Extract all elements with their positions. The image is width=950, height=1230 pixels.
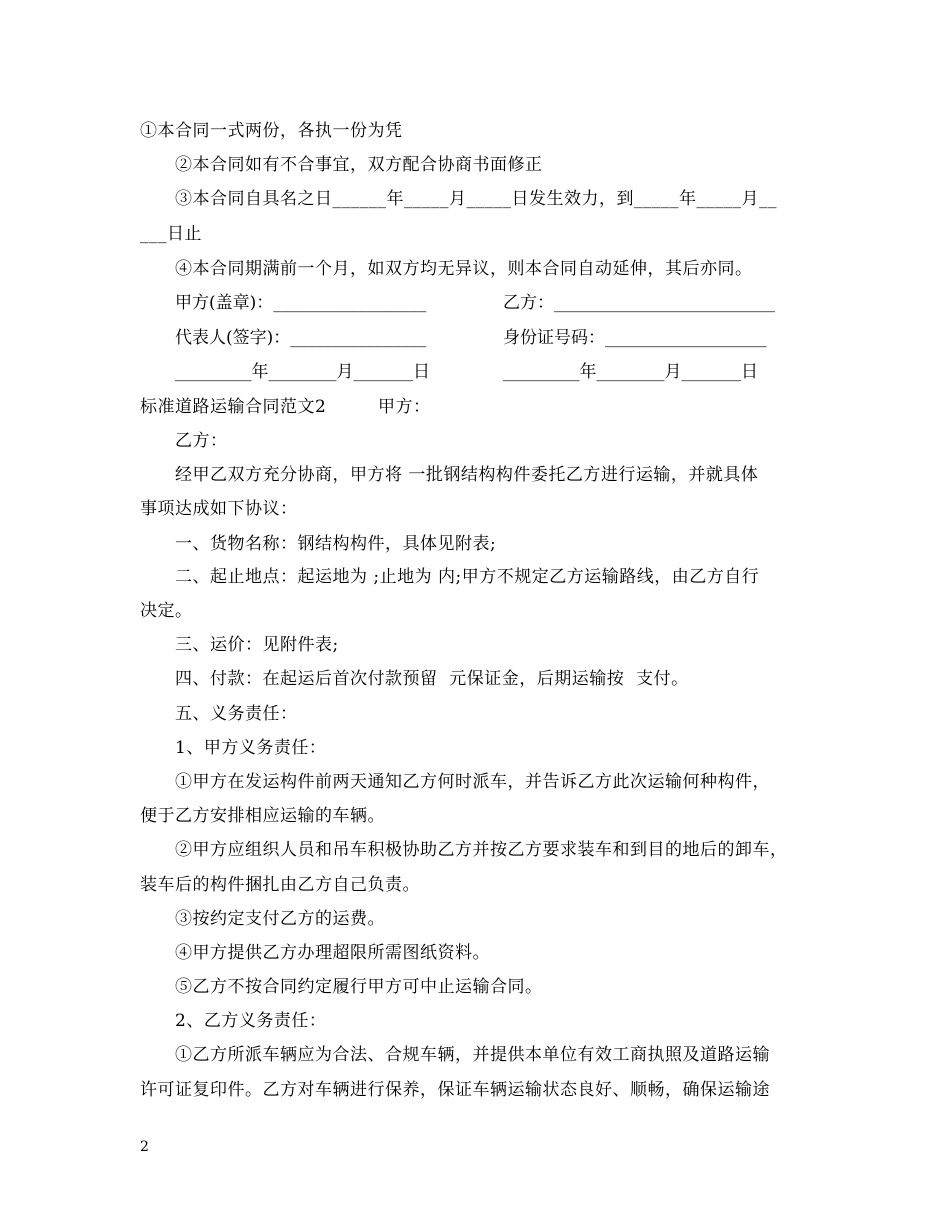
item-2-line1: 二、起止地点：起运地为 ;止地为 内;甲方不规定乙方运输路线，由乙方自行 <box>175 567 760 587</box>
date-right-field: _________年________月_______日 <box>503 362 758 382</box>
a2-line1: ②甲方应组织人员和吊车积极协助乙方并按乙方要求装车和到目的地后的卸车， <box>175 840 788 860</box>
a1-line1: ①甲方在发运构件前两天通知乙方何时派车，并告诉乙方此次运输何种构件， <box>175 772 770 792</box>
b1-line1: ①乙方所派车辆应为合法、合规车辆，并提供本单位有效工商执照及道路运输 <box>175 1045 770 1065</box>
a1-line2: 便于乙方安排相应运输的车辆。 <box>140 806 385 826</box>
page-number: 2 <box>140 1139 149 1155</box>
clause-3-line1: ③本合同自具名之日______年_____月_____日发生效力，到_____年_____月__ <box>175 189 777 209</box>
a3: ③按约定支付乙方的运费。 <box>175 909 385 929</box>
contract2-party-a: 甲方： <box>378 397 431 417</box>
party-b-field: 乙方：__________________________ <box>503 293 775 313</box>
item-3: 三、运价：见附件表; <box>175 635 339 655</box>
date-left-field: _________年________月_______日 <box>175 362 430 382</box>
intro-line2: 事项达成如下协议： <box>140 499 298 519</box>
sub-heading-1: 1、甲方义务责任： <box>175 738 327 758</box>
intro-line1: 经甲乙双方充分协商，甲方将 一批钢结构构件委托乙方进行运输，并就具体 <box>175 465 759 485</box>
item-4: 四、付款：在起运后首次付款预留 元保证金，后期运输按 支付。 <box>175 669 689 689</box>
party-a-seal-field: 甲方(盖章)：__________________ <box>175 293 427 313</box>
a5: ⑤乙方不按合同约定履行甲方可中止运输合同。 <box>175 977 543 997</box>
clause-2: ②本合同如有不合事宜，双方配合协商书面修正 <box>175 155 543 175</box>
b1-line2: 许可证复印件。乙方对车辆进行保养，保证车辆运输状态良好、顺畅，确保运输途 <box>140 1080 770 1100</box>
sub-heading-2: 2、乙方义务责任： <box>175 1011 327 1031</box>
item-2-line2: 决定。 <box>140 601 193 621</box>
contract2-party-b: 乙方： <box>175 431 228 451</box>
item-5: 五、义务责任： <box>175 704 298 724</box>
clause-3-line2: ___日止 <box>140 224 202 244</box>
clause-1: ①本合同一式两份，各执一份为凭 <box>140 121 403 141</box>
representative-field: 代表人(签字)：________________ <box>175 328 427 348</box>
item-1: 一、货物名称：钢结构构件，具体见附表; <box>175 534 497 554</box>
id-number-field: 身份证号码：___________________ <box>503 328 767 348</box>
contract2-heading: 标准道路运输合同范文2 <box>140 397 327 417</box>
a4: ④甲方提供乙方办理超限所需图纸资料。 <box>175 943 490 963</box>
a2-line2: 装车后的构件捆扎由乙方自己负责。 <box>140 875 420 895</box>
clause-4: ④本合同期满前一个月，如双方均无异议，则本合同自动延伸，其后亦同。 <box>175 259 753 279</box>
